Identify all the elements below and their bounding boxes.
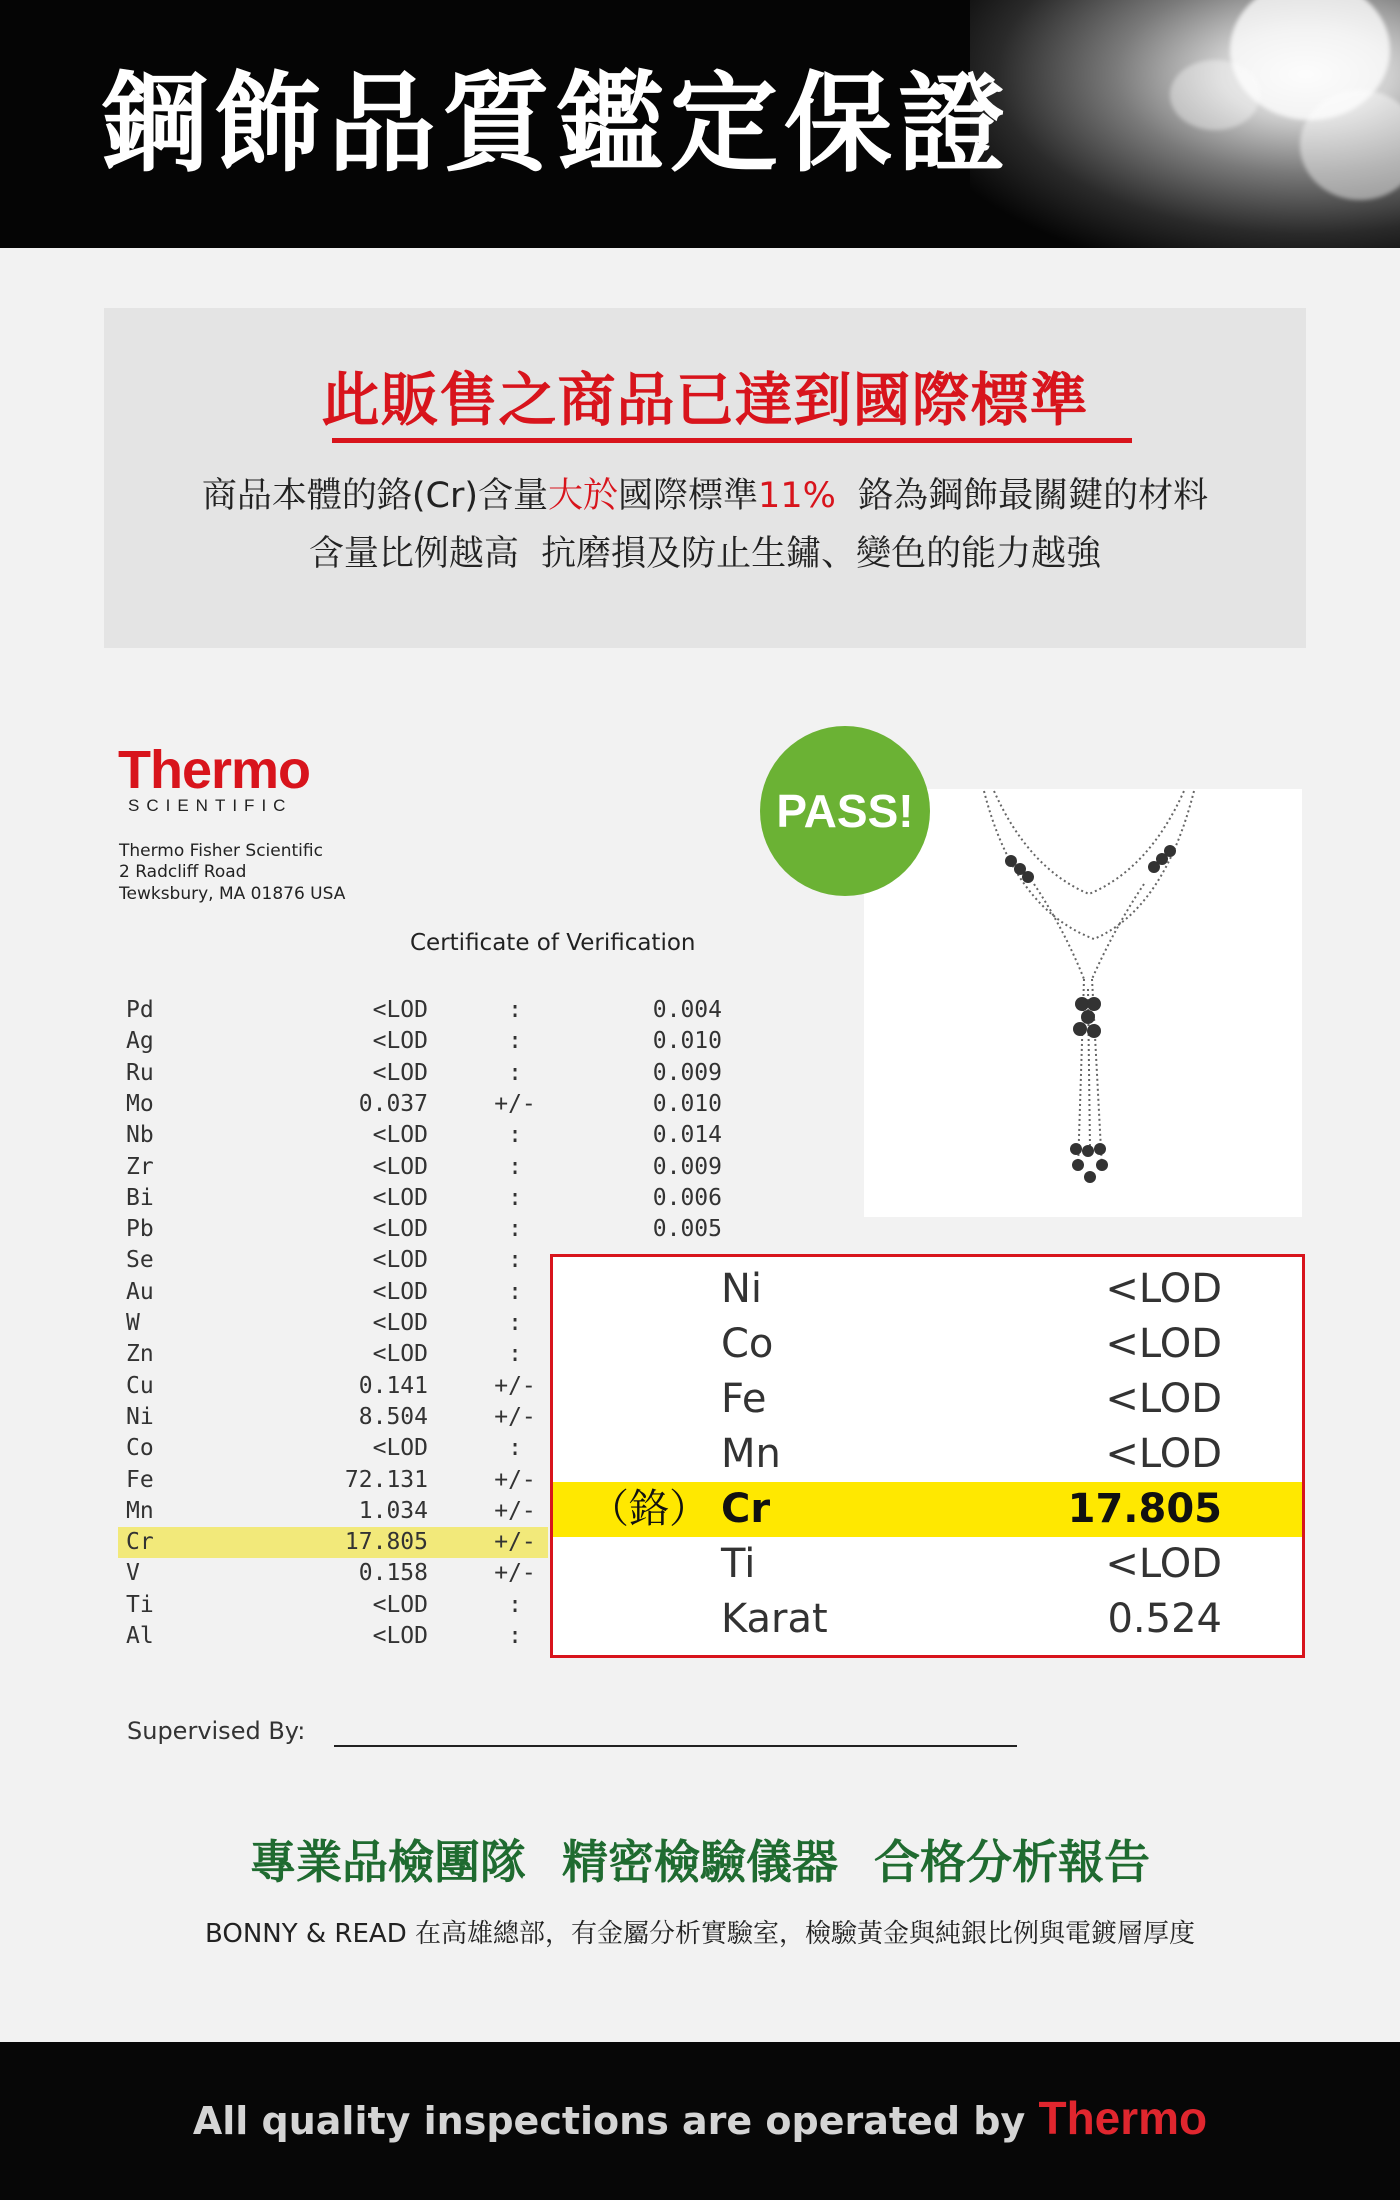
certificate-title: Certificate of Verification <box>410 930 696 956</box>
element-separator: : <box>508 1341 522 1367</box>
zoom-element-symbol: Karat <box>721 1596 828 1642</box>
element-row-zr <box>118 1152 548 1183</box>
element-separator: : <box>508 1216 522 1242</box>
zoom-element-value: <LOD <box>1105 1541 1222 1587</box>
element-error-mo: 0.010 <box>652 1091 722 1117</box>
element-symbol: Zn <box>126 1341 154 1367</box>
zoom-row-mn <box>553 1427 1302 1482</box>
element-value: <LOD <box>372 1623 428 1649</box>
element-symbol: W <box>126 1310 140 1336</box>
address-line: Thermo Fisher Scientific <box>119 841 323 861</box>
supervised-label: Supervised By: <box>127 1717 306 1745</box>
footer-statement: All quality inspections are operated by <box>192 2099 1039 2143</box>
element-separator: : <box>508 1623 522 1649</box>
zoom-element-value: 17.805 <box>1067 1486 1222 1532</box>
element-separator: : <box>508 1592 522 1618</box>
element-row-pb <box>118 1214 548 1245</box>
element-symbol: Se <box>126 1247 154 1273</box>
element-error-zr: 0.009 <box>652 1154 722 1180</box>
element-symbol: Ag <box>126 1028 154 1054</box>
element-separator: : <box>508 1154 522 1180</box>
element-separator: : <box>508 1122 522 1148</box>
element-row-al <box>118 1621 548 1652</box>
element-row-v <box>118 1558 548 1589</box>
element-symbol: Au <box>126 1279 154 1305</box>
element-value: <LOD <box>372 1028 428 1054</box>
element-symbol: Ti <box>126 1592 154 1618</box>
lab-description: BONNY & READ 在高雄總部，有金屬分析實驗室，檢驗黃金與純銀比例與電鍍層厚度 <box>205 1919 1195 1949</box>
element-symbol: Ru <box>126 1060 154 1086</box>
element-value: <LOD <box>372 997 428 1023</box>
zoom-element-symbol: Mn <box>721 1431 781 1477</box>
element-separator: : <box>508 1185 522 1211</box>
element-row-mo <box>118 1089 548 1120</box>
element-row-ni <box>118 1402 548 1433</box>
element-error-pd: 0.004 <box>652 997 722 1023</box>
element-value: <LOD <box>372 1310 428 1336</box>
element-symbol: Pd <box>126 997 154 1023</box>
element-value: <LOD <box>372 1279 428 1305</box>
banner-highlight-text: 大於 <box>548 476 619 516</box>
element-row-mn <box>118 1496 548 1527</box>
slogan-item: 合格分析報告 <box>874 1835 1150 1889</box>
element-value: <LOD <box>372 1185 428 1211</box>
zoom-element-value: <LOD <box>1105 1266 1222 1312</box>
zoom-element-value: <LOD <box>1105 1321 1222 1367</box>
element-symbol: Cu <box>126 1373 154 1399</box>
element-error-pb: 0.005 <box>652 1216 722 1242</box>
element-value: <LOD <box>372 1592 428 1618</box>
element-separator: : <box>508 1247 522 1273</box>
element-error-bi: 0.006 <box>652 1185 722 1211</box>
element-symbol: Mn <box>126 1498 154 1524</box>
footer-banner <box>0 2042 1400 2200</box>
element-symbol: Pb <box>126 1216 154 1242</box>
banner-underline <box>332 438 1132 443</box>
address-line: Tewksbury, MA 01876 USA <box>119 884 346 904</box>
zoom-element-symbol: Cr <box>721 1486 771 1532</box>
chromium-chinese-label: （鉻） <box>589 1486 709 1532</box>
footer-text <box>0 2090 1400 2149</box>
element-symbol: Co <box>126 1435 154 1461</box>
zoom-row-co <box>553 1317 1302 1372</box>
element-symbol: Nb <box>126 1122 154 1148</box>
element-error-nb: 0.014 <box>652 1122 722 1148</box>
element-separator: +/- <box>494 1091 536 1117</box>
header-banner <box>0 0 1400 248</box>
element-symbol: Cr <box>126 1529 154 1555</box>
footer-brand: Thermo <box>1038 2092 1208 2144</box>
element-value: 0.158 <box>358 1560 428 1586</box>
element-row-nb <box>118 1120 548 1151</box>
element-separator: +/- <box>494 1467 536 1493</box>
zoom-element-symbol: Fe <box>721 1376 767 1422</box>
necklace-illustration <box>864 789 1302 1217</box>
zoom-row-ni <box>553 1262 1302 1317</box>
zoom-element-value: <LOD <box>1105 1431 1222 1477</box>
element-value: 0.037 <box>358 1091 428 1117</box>
element-value: 1.034 <box>358 1498 428 1524</box>
element-value: <LOD <box>372 1154 428 1180</box>
element-value: <LOD <box>372 1435 428 1461</box>
element-separator: : <box>508 1279 522 1305</box>
element-row-bi <box>118 1183 548 1214</box>
header-model-photo <box>970 0 1400 248</box>
element-symbol: Fe <box>126 1467 154 1493</box>
thermo-logo: Thermo <box>118 740 311 800</box>
zoom-element-symbol: Co <box>721 1321 774 1367</box>
standard-banner <box>104 308 1306 648</box>
slogan <box>0 1832 1400 1892</box>
element-symbol: V <box>126 1560 140 1586</box>
zoomed-results-box <box>550 1254 1305 1658</box>
element-separator: : <box>508 1028 522 1054</box>
element-row-ti <box>118 1590 548 1621</box>
element-value: 17.805 <box>344 1529 428 1555</box>
address-line: 2 Radcliff Road <box>119 862 247 882</box>
element-row-ru <box>118 1058 548 1089</box>
necklace-photo <box>864 789 1302 1217</box>
banner-text: 商品本體的鉻(Cr)含量 <box>201 476 549 516</box>
zoom-element-value: 0.524 <box>1107 1596 1222 1642</box>
slogan-item: 專業品檢團隊 <box>250 1835 526 1889</box>
zoom-element-symbol: Ni <box>721 1266 763 1312</box>
element-separator: +/- <box>494 1498 536 1524</box>
zoom-element-symbol: Ti <box>721 1541 756 1587</box>
element-separator: : <box>508 1310 522 1336</box>
element-value: <LOD <box>372 1060 428 1086</box>
element-row-fe <box>118 1465 548 1496</box>
element-value: 8.504 <box>358 1404 428 1430</box>
zoom-element-value: <LOD <box>1105 1376 1222 1422</box>
element-error-ru: 0.009 <box>652 1060 722 1086</box>
element-value: <LOD <box>372 1247 428 1273</box>
element-separator: : <box>508 997 522 1023</box>
element-separator: +/- <box>494 1373 536 1399</box>
element-row-se <box>118 1245 548 1276</box>
pass-badge: PASS! <box>760 726 930 896</box>
element-row-cr <box>118 1527 548 1558</box>
zoom-row-fe <box>553 1372 1302 1427</box>
element-value: <LOD <box>372 1122 428 1148</box>
zoom-row-karat <box>553 1592 1302 1647</box>
element-value: 72.131 <box>344 1467 428 1493</box>
banner-highlight-percent: 11% <box>758 476 836 516</box>
zoom-row-cr <box>553 1482 1302 1537</box>
signature-line <box>334 1745 1017 1747</box>
element-row-cu <box>118 1371 548 1402</box>
element-separator: : <box>508 1060 522 1086</box>
thermo-logo-subtitle: SCIENTIFIC <box>128 796 293 815</box>
element-value: <LOD <box>372 1341 428 1367</box>
banner-text: 鉻為鋼飾最關鍵的材料 <box>835 476 1209 516</box>
element-row-ag <box>118 1026 548 1057</box>
element-symbol: Al <box>126 1623 154 1649</box>
banner-title: 此販售之商品已達到國際標準 <box>321 366 1089 434</box>
element-value: 0.141 <box>358 1373 428 1399</box>
banner-line-2: 含量比例越高 抗磨損及防止生鏽、變色的能力越強 <box>308 534 1102 574</box>
element-symbol: Mo <box>126 1091 154 1117</box>
element-row-zn <box>118 1339 548 1370</box>
slogan-item: 精密檢驗儀器 <box>562 1835 838 1889</box>
element-row-w <box>118 1308 548 1339</box>
element-row-co <box>118 1433 548 1464</box>
page-title: 鋼飾品質鑑定保證 <box>100 62 1013 187</box>
element-row-pd <box>118 995 548 1026</box>
element-separator: +/- <box>494 1529 536 1555</box>
element-separator: +/- <box>494 1560 536 1586</box>
banner-line-1 <box>104 471 1306 521</box>
element-separator: : <box>508 1435 522 1461</box>
element-symbol: Zr <box>126 1154 154 1180</box>
element-error-ag: 0.010 <box>652 1028 722 1054</box>
element-symbol: Ni <box>126 1404 154 1430</box>
element-value: <LOD <box>372 1216 428 1242</box>
element-row-au <box>118 1277 548 1308</box>
zoom-row-ti <box>553 1537 1302 1592</box>
element-separator: +/- <box>494 1404 536 1430</box>
banner-text: 國際標準 <box>618 476 759 516</box>
element-symbol: Bi <box>126 1185 154 1211</box>
